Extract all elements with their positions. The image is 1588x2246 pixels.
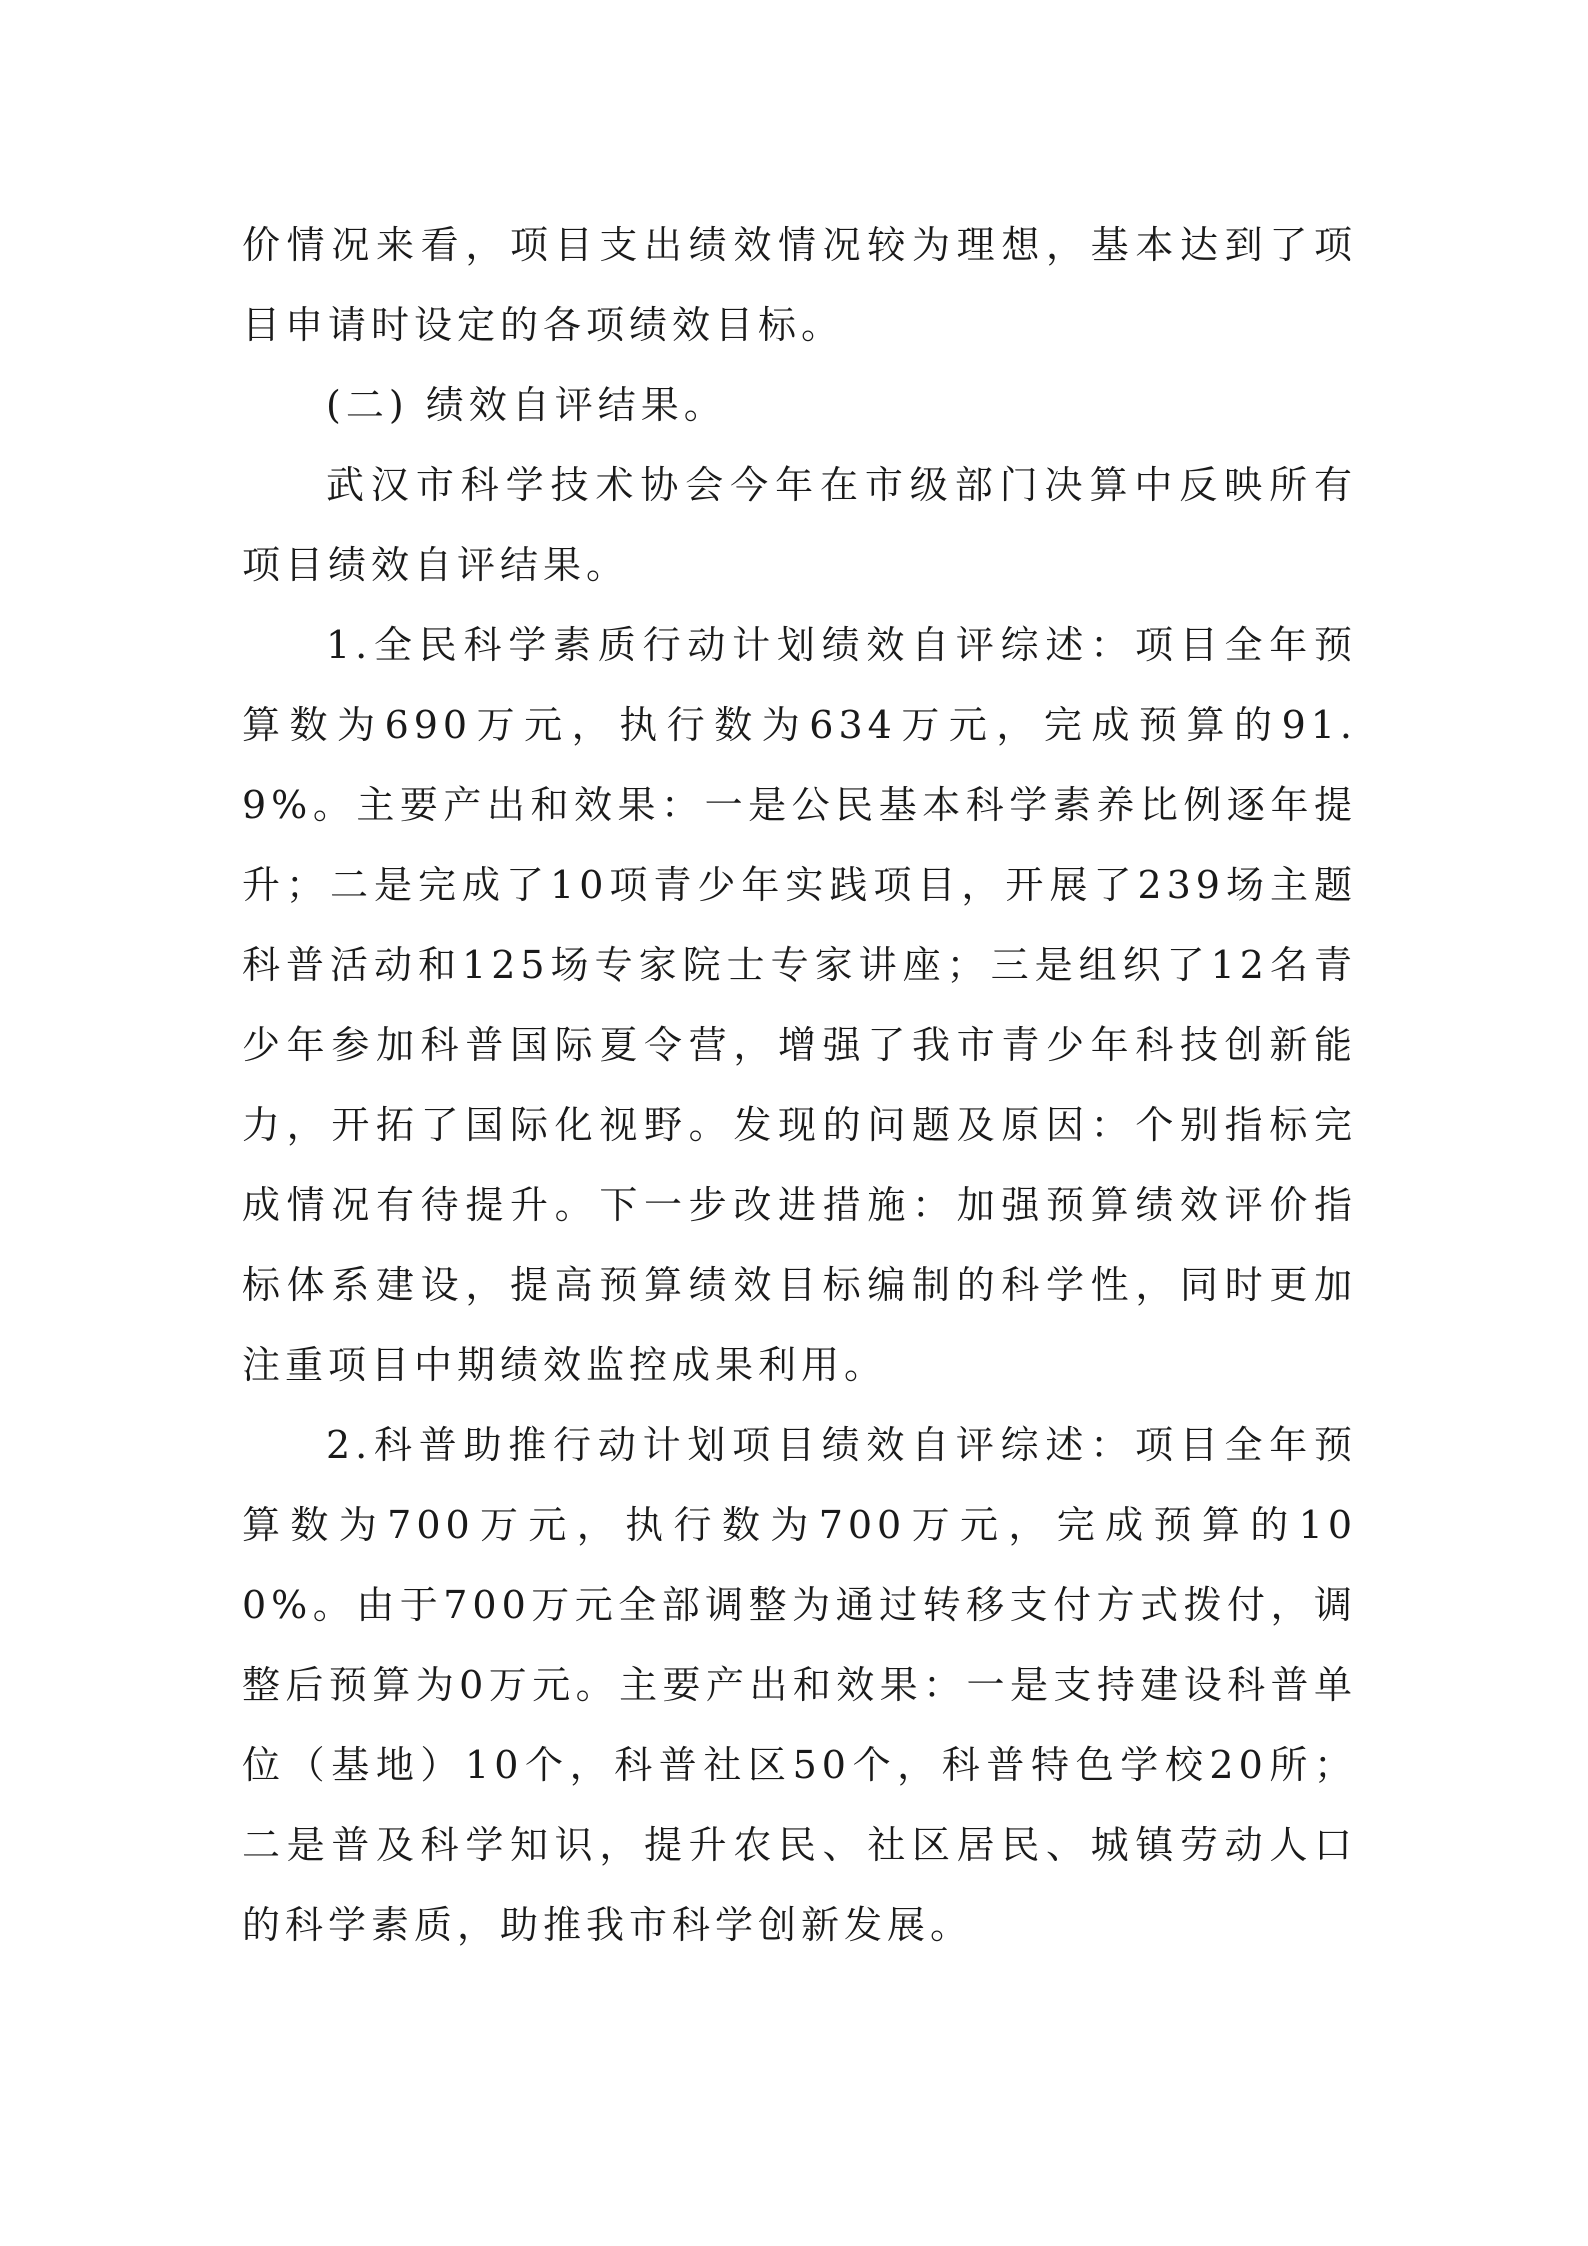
paragraph-item-2-science-popularization: 2.科普助推行动计划项目绩效自评综述：项目全年预算数为700万元，执行数为700万元，完成预算的100%。由于700万元全部调整为通过转移支付方式拨付，调整后预算为0万元。主要产出和效果：一是支持建设科普单位（基地）10个，科普社区50个，科普特色学校20所；二是普及科学知识，提升农民、社区居民、城镇劳动人口的科学素质，助推我市科学创新发展。 <box>242 1423 1357 1947</box>
section-heading-self-evaluation-results: (二) 绩效自评结果。 <box>326 383 727 427</box>
document-body <box>242 205 1357 1965</box>
paragraph-continuation: 价情况来看，项目支出绩效情况较为理想，基本达到了项目申请时设定的各项绩效目标。 <box>242 223 1357 347</box>
paragraph-overview: 武汉市科学技术协会今年在市级部门决算中反映所有项目绩效自评结果。 <box>242 463 1357 587</box>
paragraph-item-1-science-literacy: 1.全民科学素质行动计划绩效自评综述：项目全年预算数为690万元，执行数为634万元，完成预算的91.9%。主要产出和效果：一是公民基本科学素养比例逐年提升；二是完成了10项青少年实践项目，开展了239场主题科普活动和125场专家院士专家讲座；三是组织了12名青少年参加科普国际夏令营，增强了我市青少年科技创新能力，开拓了国际化视野。发现的问题及原因：个别指标完成情况有待提升。下一步改进措施：加强预算绩效评价指标体系建设，提高预算绩效目标编制的科学性，同时更加注重项目中期绩效监控成果利用。 <box>242 623 1357 1387</box>
